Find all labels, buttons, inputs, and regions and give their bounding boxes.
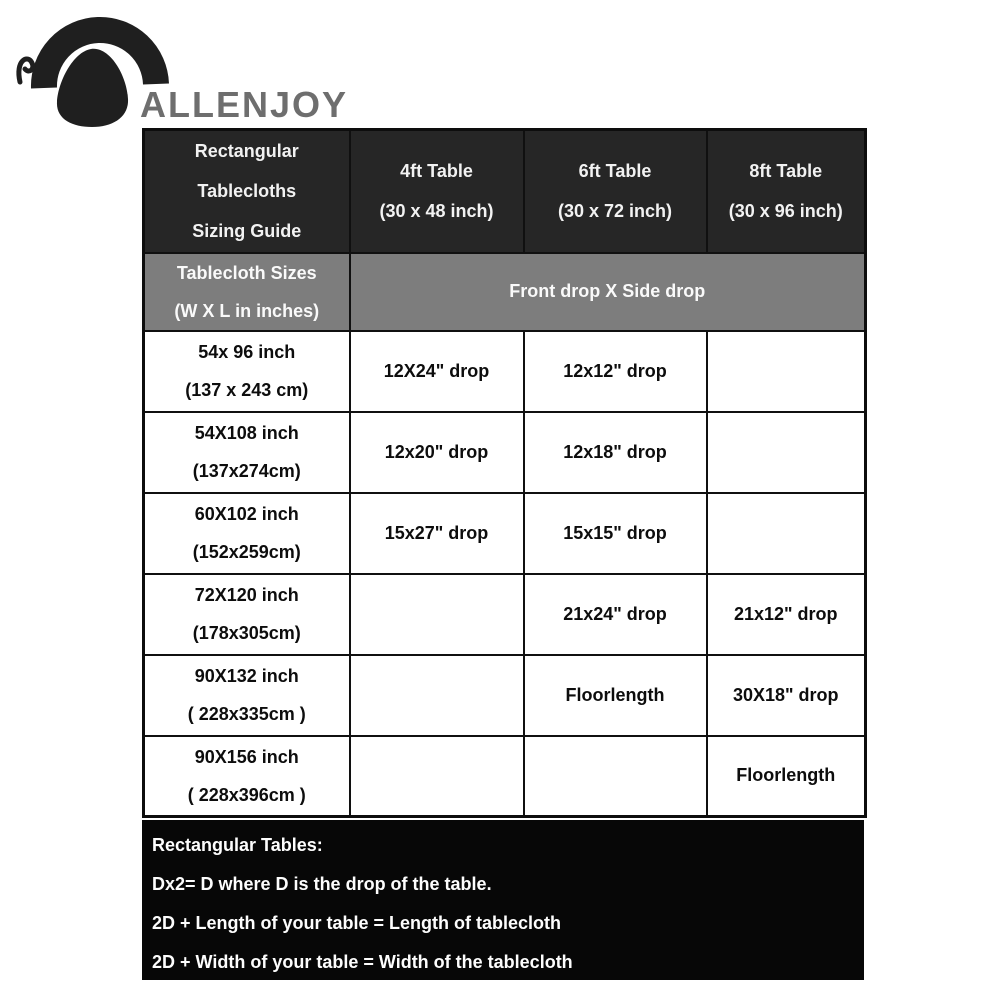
header-cell-guide-title	[144, 130, 350, 253]
size-cm: ( 228x335cm )	[187, 704, 306, 724]
drop-cell-4ft	[350, 736, 524, 817]
notes-formula-drop: Dx2= D where D is the drop of the table.	[152, 874, 492, 894]
tablecloth-size-cell	[144, 412, 350, 493]
size-cm: (137x274cm)	[192, 461, 301, 481]
size-cm: (152x259cm)	[192, 542, 301, 562]
drop-cell-4ft: 12X24" drop	[350, 331, 524, 412]
tablecloth-size-cell	[144, 493, 350, 574]
brand-name: ALLENJOY	[140, 84, 349, 125]
table-dimensions-label: (30 x 48 inch)	[379, 201, 494, 222]
notes-formula-width: 2D + Width of your table = Width of the tablecloth	[152, 952, 573, 972]
size-cm: ( 228x396cm )	[187, 784, 306, 805]
tablecloth-size-cell	[144, 736, 350, 817]
drop-cell-6ft: 21x24" drop	[524, 574, 707, 655]
tablecloth-size-cell	[144, 331, 350, 412]
table-type-label: 4ft Table	[400, 161, 473, 182]
size-inches: 54X108 inch	[194, 423, 299, 443]
table-header-row	[144, 130, 866, 253]
size-inches: 72X120 inch	[194, 585, 299, 605]
header-title-line: Rectangular	[194, 141, 299, 162]
drop-cell-8ft	[707, 493, 866, 574]
rectangular-tables-notes	[142, 820, 864, 980]
notes-title: Rectangular Tables:	[152, 835, 323, 855]
header-cell-8ft-table	[707, 130, 866, 253]
sizes-label-line: (W X L in inches)	[174, 300, 320, 321]
table-row	[144, 655, 866, 736]
drop-cell-8ft: Floorlength	[707, 736, 866, 817]
size-inches: 90X132 inch	[194, 666, 299, 686]
drop-cell-8ft	[707, 412, 866, 493]
table-row	[144, 493, 866, 574]
subheader-cell-sizes	[144, 253, 350, 331]
table-type-label: 6ft Table	[578, 161, 652, 182]
sizing-table	[142, 128, 867, 818]
drop-cell-8ft	[707, 331, 866, 412]
subheader-cell-drop: Front drop X Side drop	[350, 253, 866, 331]
drop-cell-6ft: 12x18" drop	[524, 412, 707, 493]
size-inches: 54x 96 inch	[198, 342, 296, 362]
drop-cell-6ft: 12x12" drop	[524, 331, 707, 412]
table-dimensions-label: (30 x 96 inch)	[728, 201, 843, 222]
size-inches: 90X156 inch	[194, 746, 299, 767]
header-title-line: Tablecloths	[197, 181, 297, 202]
table-row	[144, 331, 866, 412]
drop-cell-4ft: 12x20" drop	[350, 412, 524, 493]
table-subheader-row	[144, 253, 866, 331]
sizes-label-line: Tablecloth Sizes	[176, 262, 317, 283]
table-row	[144, 574, 866, 655]
drop-cell-6ft	[524, 736, 707, 817]
header-cell-4ft-table	[350, 130, 524, 253]
drop-cell-8ft: 21x12" drop	[707, 574, 866, 655]
header-cell-6ft-table	[524, 130, 707, 253]
size-cm: (137 x 243 cm)	[185, 380, 309, 400]
table-type-label: 8ft Table	[749, 161, 823, 182]
drop-cell-4ft	[350, 574, 524, 655]
logo-curl-shape	[19, 59, 33, 82]
table-dimensions-label: (30 x 72 inch)	[557, 201, 673, 222]
drop-cell-6ft: Floorlength	[524, 655, 707, 736]
size-cm: (178x305cm)	[192, 623, 301, 643]
drop-cell-6ft: 15x15" drop	[524, 493, 707, 574]
header-title-line: Sizing Guide	[192, 221, 302, 242]
table-row	[144, 736, 866, 817]
table-row	[144, 412, 866, 493]
drop-cell-8ft: 30X18" drop	[707, 655, 866, 736]
logo-egg-shape	[57, 49, 128, 127]
drop-cell-4ft: 15x27" drop	[350, 493, 524, 574]
size-inches: 60X102 inch	[194, 504, 299, 524]
drop-cell-4ft	[350, 655, 524, 736]
notes-formula-length: 2D + Length of your table = Length of tablecloth	[152, 913, 562, 933]
tablecloth-size-cell	[144, 574, 350, 655]
tablecloth-size-cell	[144, 655, 350, 736]
